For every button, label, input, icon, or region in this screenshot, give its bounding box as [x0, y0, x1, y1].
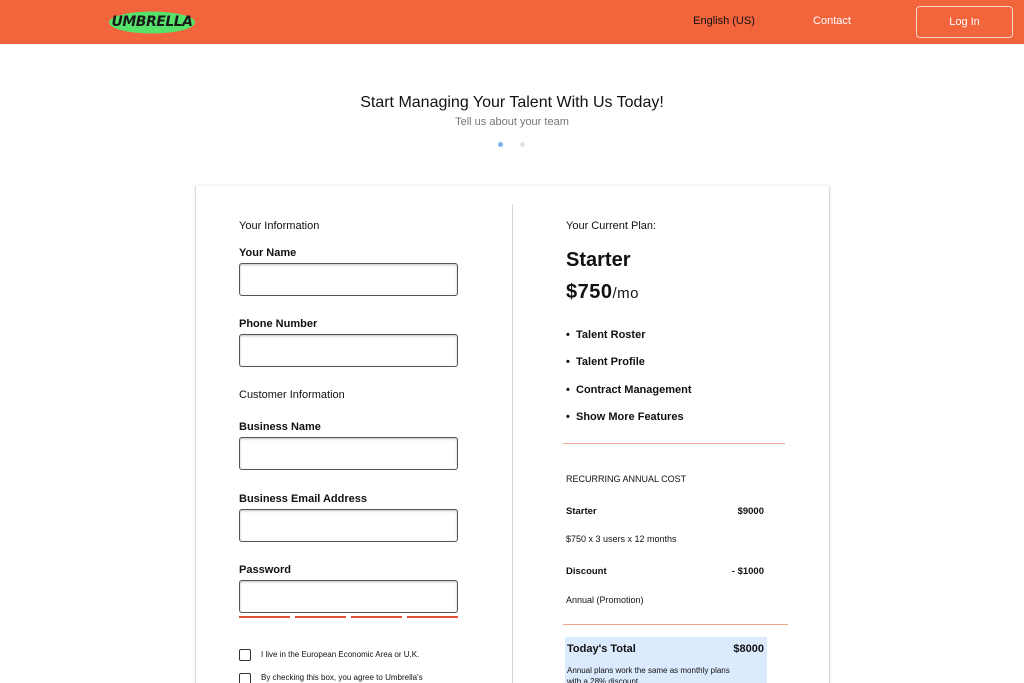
discount-label: Discount: [566, 566, 607, 577]
page-title: Start Managing Your Talent With Us Today!: [360, 94, 664, 111]
umbrella-logo[interactable]: [108, 11, 196, 34]
business-name-input[interactable]: [239, 437, 458, 470]
column-divider: [512, 204, 513, 683]
password-strength-segment: [295, 616, 346, 618]
step-indicator-inactive[interactable]: [520, 142, 525, 147]
section-divider: [563, 443, 785, 444]
phone-input[interactable]: [239, 334, 458, 367]
recurring-cost-heading: RECURRING ANNUAL COST: [566, 474, 687, 484]
feature-item: • Talent Roster: [566, 329, 645, 341]
todays-total-label: Today's Total: [567, 643, 636, 655]
password-label: Password: [239, 564, 291, 576]
discount-amount: - $1000: [731, 566, 764, 577]
current-plan-heading: Your Current Plan:: [566, 220, 657, 232]
plan-price: [566, 281, 639, 304]
page-subtitle: Tell us about your team: [455, 116, 569, 128]
plan-price-amount: $750: [566, 281, 613, 303]
top-navigation-bar: [0, 0, 1024, 44]
password-strength-segment: [407, 616, 458, 618]
todays-total-amount: $8000: [733, 643, 764, 655]
terms-checkbox-label: By checking this box, you agree to Umbrella's: [261, 673, 423, 682]
plan-name: Starter: [566, 249, 631, 271]
terms-checkbox[interactable]: [239, 673, 251, 683]
section-divider: [563, 624, 788, 625]
password-strength-segment: [351, 616, 402, 618]
login-button[interactable]: Log In: [916, 6, 1013, 38]
language-selector[interactable]: English (US): [693, 15, 755, 27]
password-strength-segment: [239, 616, 290, 618]
phone-label: Phone Number: [239, 318, 318, 330]
show-more-features-link[interactable]: • Show More Features: [566, 411, 684, 423]
step-indicator-active[interactable]: [498, 142, 503, 147]
business-name-label: Business Name: [239, 421, 321, 433]
password-input[interactable]: [239, 580, 458, 613]
eea-checkbox-label: I live in the European Economic Area or U.K.: [261, 650, 420, 659]
plan-price-unit: /mo: [612, 285, 640, 302]
your-information-heading: Your Information: [239, 220, 320, 232]
discount-detail: Annual (Promotion): [566, 595, 644, 605]
total-note: with a 28% discount: [567, 677, 639, 683]
feature-item: • Contract Management: [566, 384, 692, 396]
contact-link[interactable]: Contact: [813, 15, 851, 27]
name-input[interactable]: [239, 263, 458, 296]
line-item-amount: $9000: [737, 506, 764, 517]
business-email-input[interactable]: [239, 509, 458, 542]
line-item-detail: $750 x 3 users x 12 months: [566, 534, 677, 544]
eea-checkbox[interactable]: [239, 649, 251, 661]
customer-information-heading: Customer Information: [239, 389, 345, 401]
line-item-label: Starter: [566, 506, 597, 517]
total-note: Annual plans work the same as monthly plans: [567, 666, 730, 675]
logo-text: UMBRELLA: [111, 14, 193, 30]
business-email-label: Business Email Address: [239, 493, 367, 505]
name-label: Your Name: [239, 247, 297, 259]
feature-item: • Talent Profile: [566, 356, 645, 368]
